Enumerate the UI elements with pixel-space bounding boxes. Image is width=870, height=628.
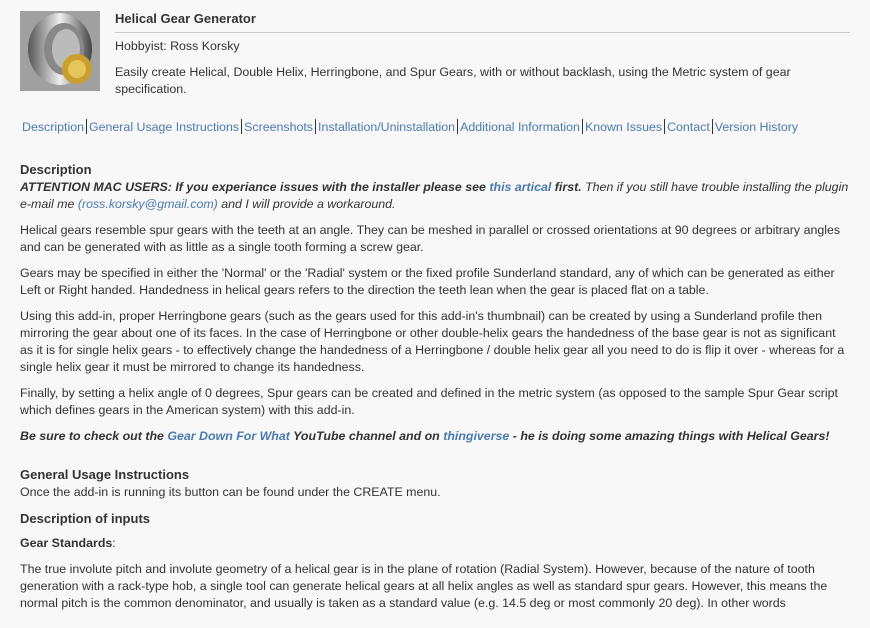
artical-link[interactable]: this artical bbox=[489, 180, 552, 194]
inputs-heading: Description of inputs bbox=[20, 511, 150, 526]
attention-text: ATTENTION MAC USERS: If you experiance issues with the installer please see bbox=[20, 180, 490, 194]
nav-installation[interactable]: Installation/Uninstallation bbox=[318, 120, 456, 134]
nav-screenshots[interactable]: Screenshots bbox=[244, 120, 313, 134]
usage-heading: General Usage Instructions bbox=[20, 467, 190, 482]
nav-contact[interactable]: Contact bbox=[667, 120, 710, 134]
nav-version-history[interactable]: Version History bbox=[714, 120, 799, 134]
checkout-note bbox=[20, 428, 850, 445]
addin-header bbox=[0, 0, 870, 134]
addin-summary: Easily create Helical, Double Helix, Herringbone, and Spur Gears, with or without backlash, using the Metric system of gear specification. bbox=[115, 65, 791, 96]
attention-italic: Then if you still have trouble installing the plugin e-mail me bbox=[20, 180, 849, 211]
description-paragraph: Using this add-in, proper Herringbone gears (such as the gears used for this add-in's thumbnail) can be created by using a Sunderland profile then mirroring the gear about one of its faces. In the case of Herringbone or other double-helix gears the handedness of the base gear is not as significant as it is for single helix gears - to effectively change the handedness of a Herringbone / double helix gear all you need to do is flip it over - whereas for a single helix gear it must be mirrored to change its handedness. bbox=[20, 309, 845, 374]
email-link[interactable]: (ross.korsky@gmail.com) bbox=[77, 197, 218, 211]
description-heading: Description bbox=[20, 162, 92, 177]
checkout-text: YouTube channel and on bbox=[289, 429, 444, 443]
addin-title: Helical Gear Generator bbox=[115, 10, 850, 33]
colon: : bbox=[112, 536, 116, 550]
description-paragraph: Finally, by setting a helix angle of 0 degrees, Spur gears can be created and defined in the metric system (as opposed to the sample Spur Gear script which defines gears in the American system) with this add-in. bbox=[20, 386, 838, 417]
mac-attention-notice bbox=[20, 179, 850, 213]
description-paragraph: Helical gears resemble spur gears with the teeth at an angle. They can be meshed in parallel or crossed orientations at 90 degrees or arbitrary angles and can be generated with as little as a single tooth forming a screw gear. bbox=[20, 223, 841, 254]
nav-description[interactable]: Description bbox=[22, 120, 84, 134]
gear-standards-label bbox=[20, 535, 850, 552]
checkout-text: - he is doing some amazing things with Helical Gears! bbox=[509, 429, 830, 443]
attention-italic-2: and I will provide a workaround. bbox=[217, 197, 396, 211]
description-paragraph: Gears may be specified in either the 'Normal' or the 'Radial' system or the fixed profile Sunderland standard, any of which can be generated as either Left or Right handed. Handedness in helical gears refers to the direction the teeth lean when the gear is placed flat on a table. bbox=[20, 266, 835, 297]
main-content bbox=[20, 161, 850, 621]
gear-standards-title: Gear Standards bbox=[20, 536, 113, 550]
nav-known-issues[interactable]: Known Issues bbox=[584, 120, 663, 134]
gear-down-link[interactable]: Gear Down For What bbox=[167, 429, 290, 443]
nav-additional-info[interactable]: Additional Information bbox=[460, 120, 580, 134]
addin-thumbnail bbox=[20, 11, 100, 91]
nav-general-usage[interactable]: General Usage Instructions bbox=[88, 120, 240, 134]
checkout-text: Be sure to check out the bbox=[20, 429, 168, 443]
thingiverse-link[interactable]: thingiverse bbox=[443, 429, 510, 443]
attention-text-2: first. bbox=[551, 180, 582, 194]
usage-text: Once the add-in is running its button can be found under the CREATE menu. bbox=[20, 485, 441, 499]
gear-standards-text: The true involute pitch and involute geometry of a helical gear is in the plane of rotation (Radial System). However, because of the nature of tooth generation with a rack-type hob, a single tool can generate helical gears at all helix angles as well as standard spur gears. However, this means the normal pitch is the common denominator, and usually is taken as a standard value (e.g. 14.5 deg or most commonly 20 deg). In other words bbox=[20, 562, 828, 610]
section-nav bbox=[20, 119, 800, 136]
addin-author: Hobbyist: Ross Korsky bbox=[115, 39, 240, 53]
